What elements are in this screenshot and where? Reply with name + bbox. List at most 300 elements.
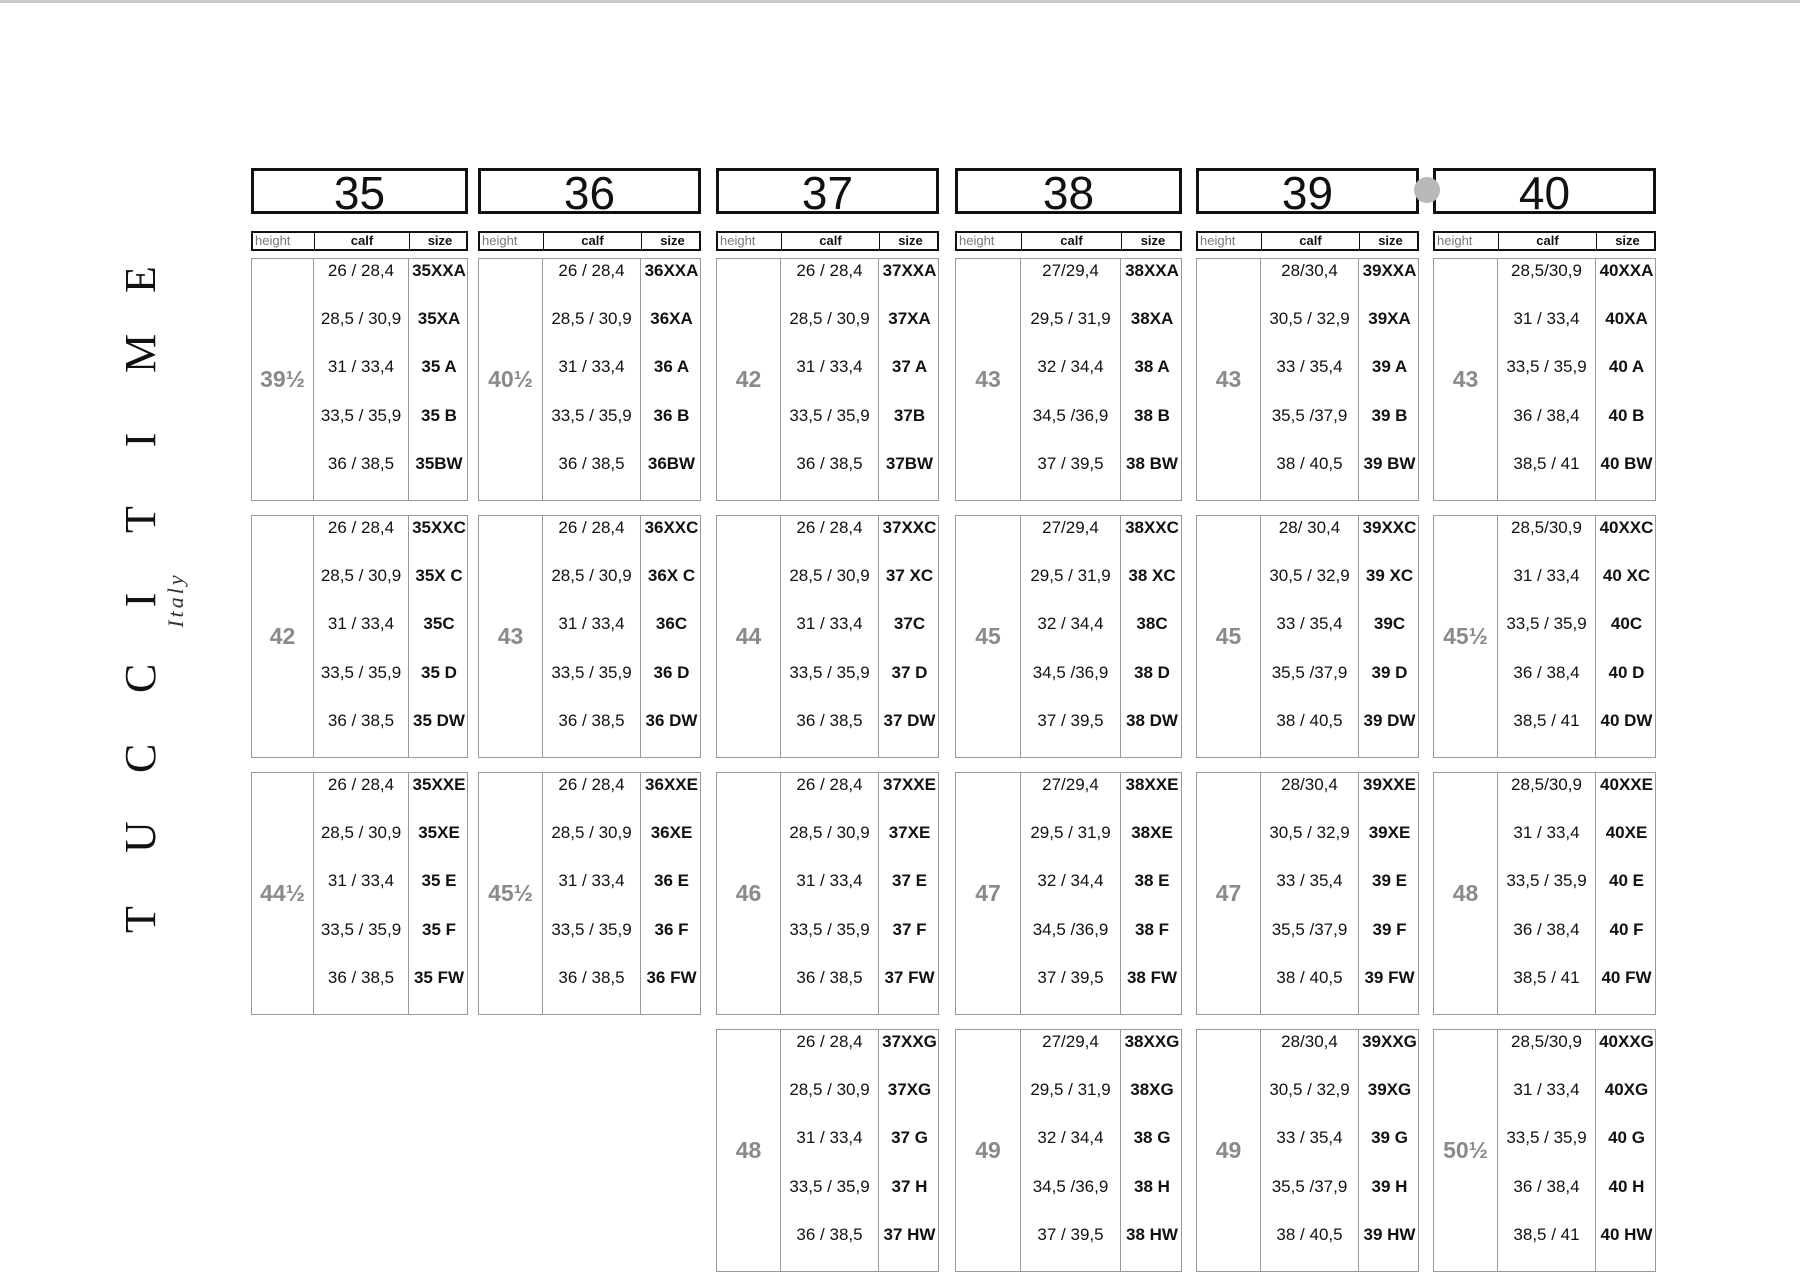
size-code: 38 XC	[1128, 566, 1176, 586]
size-code: 40XXE	[1600, 775, 1653, 794]
table-row	[781, 452, 940, 500]
calf-value: 28/30,4	[1261, 773, 1359, 821]
calf-value: 37 / 39,5	[1021, 966, 1121, 1014]
column-header	[251, 231, 468, 251]
table-row	[314, 404, 469, 452]
height-value: 47	[1197, 773, 1261, 1014]
size-code: 37XXC	[882, 518, 937, 537]
calf-value: 31 / 33,4	[781, 355, 879, 403]
header-calf-label: calf	[315, 233, 410, 249]
table-row	[1261, 307, 1420, 355]
brand-letter: T	[116, 906, 165, 933]
calf-value: 28,5 / 30,9	[781, 307, 879, 355]
calf-value: 34,5 /36,9	[1021, 918, 1121, 966]
size-code: 39 A	[1371, 357, 1408, 377]
size-column	[1433, 0, 1656, 1278]
size-code: 40 G	[1608, 1128, 1645, 1148]
calf-value: 26 / 28,4	[543, 259, 641, 307]
size-column	[251, 0, 468, 1278]
calf-value: 26 / 28,4	[543, 773, 641, 821]
table-row	[314, 355, 469, 403]
table-row	[543, 661, 702, 709]
calf-value: 36 / 38,5	[314, 452, 409, 500]
table-row	[543, 564, 702, 612]
size-code: 39 D	[1371, 662, 1408, 682]
table-row	[543, 516, 702, 564]
table-row	[781, 661, 940, 709]
table-row	[1498, 355, 1657, 403]
height-value: 46	[717, 773, 781, 1014]
size-code: 40 HW	[1600, 1224, 1653, 1244]
brand-letter: U	[116, 821, 165, 853]
size-code: 35 DW	[413, 710, 465, 730]
size-code: 40 B	[1608, 405, 1645, 425]
table-row	[1498, 259, 1657, 307]
calf-value: 28,5 / 30,9	[543, 821, 641, 869]
brand-letter: C	[116, 663, 165, 693]
header-size-label: size	[1140, 233, 1166, 248]
size-code: 39 HW	[1363, 1224, 1416, 1244]
table-row	[1021, 1175, 1183, 1223]
table-row	[781, 709, 940, 757]
table-row	[1261, 773, 1420, 821]
calf-value: 38 / 40,5	[1261, 966, 1359, 1014]
table-row	[781, 1126, 940, 1174]
table-row	[781, 1078, 940, 1126]
size-code: 39XG	[1367, 1080, 1412, 1100]
size-block	[1433, 258, 1656, 501]
size-code: 40XXG	[1599, 1032, 1654, 1051]
table-row	[1261, 1030, 1420, 1078]
size-code: 35BW	[415, 453, 463, 473]
size-code: 40 A	[1608, 357, 1645, 377]
table-row	[1021, 869, 1183, 917]
header-height-label: height	[1435, 233, 1499, 249]
size-block	[716, 1029, 939, 1272]
size-code: 39 H	[1371, 1176, 1408, 1196]
size-code: 35XXA	[412, 261, 466, 280]
table-row	[781, 516, 940, 564]
calf-value: 35,5 /37,9	[1261, 1175, 1359, 1223]
brand-subtitle: Italy	[163, 572, 188, 628]
table-row	[1021, 966, 1183, 1014]
size-block	[1196, 258, 1419, 501]
size-code: 38XA	[1130, 309, 1174, 329]
height-value: 42	[717, 259, 781, 500]
size-block	[716, 258, 939, 501]
size-code: 38 A	[1134, 357, 1170, 377]
size-code: 38C	[1136, 614, 1168, 634]
size-code: 40XE	[1605, 823, 1648, 843]
size-code: 36XXC	[644, 518, 699, 537]
table-row	[543, 966, 702, 1014]
calf-value: 28,5 / 30,9	[314, 821, 409, 869]
size-code: 37XXG	[882, 1032, 937, 1051]
size-code: 38 FW	[1126, 967, 1178, 987]
table-row	[1498, 773, 1657, 821]
table-row	[1021, 1078, 1183, 1126]
header-height-label: height	[718, 233, 782, 249]
size-code: 37XXA	[882, 261, 937, 280]
table-row	[781, 404, 940, 452]
size-code: 39 BW	[1363, 453, 1416, 473]
size-code: 35XE	[418, 823, 460, 843]
column-header	[716, 231, 939, 251]
calf-value: 26 / 28,4	[314, 516, 409, 564]
size-code: 36 F	[654, 919, 689, 939]
header-height-label: height	[480, 233, 544, 249]
size-code: 38 D	[1134, 662, 1170, 682]
size-code: 37XE	[888, 823, 931, 843]
calf-value: 27/29,4	[1021, 259, 1121, 307]
table-row	[1261, 404, 1420, 452]
size-code: 39 E	[1372, 871, 1407, 891]
calf-value: 33,5 / 35,9	[1498, 612, 1596, 660]
size-block	[478, 515, 701, 758]
header-size-label: size	[1615, 233, 1640, 248]
table-row	[1021, 564, 1183, 612]
calf-value: 33,5 / 35,9	[1498, 1126, 1596, 1174]
table-row	[314, 918, 469, 966]
size-code: 40 H	[1608, 1176, 1645, 1196]
header-calf-label: calf	[782, 233, 880, 249]
size-code: 36XA	[650, 309, 693, 329]
scroll-indicator-dot	[1414, 177, 1440, 203]
table-row	[543, 709, 702, 757]
size-code: 35 FW	[413, 967, 465, 987]
size-code: 39XA	[1368, 309, 1411, 329]
size-block	[955, 515, 1182, 758]
table-row	[1261, 966, 1420, 1014]
calf-value: 26 / 28,4	[781, 773, 879, 821]
size-block	[1433, 515, 1656, 758]
calf-value: 37 / 39,5	[1021, 1223, 1121, 1271]
size-code: 38 F	[1134, 919, 1170, 939]
calf-value: 28/30,4	[1261, 1030, 1359, 1078]
height-value: 49	[1197, 1030, 1261, 1271]
size-code: 37 H	[891, 1176, 928, 1196]
size-code: 38XXG	[1124, 1032, 1180, 1051]
calf-value: 30,5 / 32,9	[1261, 564, 1359, 612]
size-code: 39 XC	[1365, 566, 1414, 586]
calf-value: 36 / 38,4	[1498, 918, 1596, 966]
header-height-label: height	[957, 233, 1022, 249]
calf-value: 33,5 / 35,9	[314, 404, 409, 452]
size-title: 39	[1196, 168, 1419, 214]
calf-value: 32 / 34,4	[1021, 612, 1121, 660]
calf-value: 38 / 40,5	[1261, 709, 1359, 757]
calf-value: 28,5 / 30,9	[543, 307, 641, 355]
size-code: 37XG	[887, 1080, 932, 1100]
table-row	[781, 259, 940, 307]
size-code: 40C	[1610, 614, 1643, 634]
calf-value: 26 / 28,4	[314, 259, 409, 307]
table-row	[1498, 709, 1657, 757]
size-column	[716, 0, 939, 1278]
height-value: 44½	[252, 773, 314, 1014]
table-row	[1261, 1223, 1420, 1271]
size-code: 37C	[893, 614, 926, 634]
table-row	[781, 355, 940, 403]
size-code: 35XXC	[412, 518, 466, 537]
size-block	[955, 1029, 1182, 1272]
table-row	[1498, 1175, 1657, 1223]
header-size-label: size	[1378, 233, 1403, 248]
table-row	[1021, 1223, 1183, 1271]
brand-letter: T	[116, 506, 165, 533]
table-row	[781, 1223, 940, 1271]
table-row	[1498, 516, 1657, 564]
calf-value: 33,5 / 35,9	[543, 661, 641, 709]
table-row	[1261, 564, 1420, 612]
table-row	[1261, 259, 1420, 307]
calf-value: 36 / 38,4	[1498, 404, 1596, 452]
calf-value: 28/ 30,4	[1261, 516, 1359, 564]
table-row	[781, 612, 940, 660]
table-row	[781, 821, 940, 869]
table-row	[1021, 773, 1183, 821]
calf-value: 36 / 38,5	[314, 966, 409, 1014]
size-block	[1433, 1029, 1656, 1272]
table-row	[314, 821, 469, 869]
size-code: 38XXC	[1125, 518, 1179, 537]
size-block	[478, 258, 701, 501]
size-code: 35XA	[417, 309, 461, 329]
calf-value: 27/29,4	[1021, 516, 1121, 564]
calf-value: 36 / 38,5	[781, 1223, 879, 1271]
size-code: 39XXC	[1362, 518, 1417, 537]
size-code: 36 E	[654, 871, 689, 891]
size-code: 37 G	[891, 1128, 928, 1148]
table-row	[1021, 404, 1183, 452]
table-row	[314, 564, 469, 612]
table-row	[543, 821, 702, 869]
calf-value: 37 / 39,5	[1021, 452, 1121, 500]
size-code: 39 G	[1371, 1128, 1408, 1148]
size-code: 38XXE	[1125, 775, 1179, 794]
calf-value: 31 / 33,4	[314, 869, 409, 917]
height-value: 43	[479, 516, 543, 757]
table-row	[543, 307, 702, 355]
table-row	[1498, 821, 1657, 869]
calf-value: 31 / 33,4	[1498, 564, 1596, 612]
calf-value: 26 / 28,4	[781, 259, 879, 307]
table-row	[1021, 355, 1183, 403]
table-row	[1498, 1078, 1657, 1126]
table-row	[314, 516, 469, 564]
calf-value: 33,5 / 35,9	[781, 661, 879, 709]
calf-value: 33,5 / 35,9	[314, 918, 409, 966]
table-row	[1261, 661, 1420, 709]
calf-value: 28,5/30,9	[1498, 516, 1596, 564]
calf-value: 29,5 / 31,9	[1021, 564, 1121, 612]
calf-value: 26 / 28,4	[781, 1030, 879, 1078]
calf-value: 31 / 33,4	[781, 1126, 879, 1174]
calf-value: 31 / 33,4	[1498, 307, 1596, 355]
size-column	[955, 0, 1182, 1278]
calf-value: 34,5 /36,9	[1021, 661, 1121, 709]
height-value: 45	[956, 516, 1021, 757]
table-row	[1261, 1078, 1420, 1126]
size-code: 35 A	[421, 357, 457, 377]
table-row	[1498, 1030, 1657, 1078]
table-row	[1021, 612, 1183, 660]
calf-value: 32 / 34,4	[1021, 1126, 1121, 1174]
table-row	[1261, 821, 1420, 869]
size-code: 36 FW	[646, 967, 697, 987]
size-code: 36 D	[653, 662, 690, 682]
size-code: 39XXE	[1363, 775, 1416, 794]
table-row	[781, 564, 940, 612]
calf-value: 33 / 35,4	[1261, 1126, 1359, 1174]
calf-value: 33,5 / 35,9	[1498, 355, 1596, 403]
calf-value: 28,5 / 30,9	[781, 1078, 879, 1126]
size-block	[1196, 515, 1419, 758]
size-column	[1196, 0, 1419, 1278]
size-code: 40 F	[1609, 919, 1644, 939]
brand-letter: C	[116, 743, 165, 773]
size-title: 35	[251, 168, 468, 214]
calf-value: 38 / 40,5	[1261, 1223, 1359, 1271]
size-code: 40 XC	[1602, 566, 1651, 586]
size-code: 38 BW	[1126, 453, 1178, 473]
calf-value: 35,5 /37,9	[1261, 661, 1359, 709]
height-value: 42	[252, 516, 314, 757]
calf-value: 30,5 / 32,9	[1261, 1078, 1359, 1126]
calf-value: 33 / 35,4	[1261, 869, 1359, 917]
size-code: 38 B	[1134, 405, 1170, 425]
size-code: 39 DW	[1363, 710, 1416, 730]
size-code: 39 FW	[1364, 967, 1415, 987]
table-row	[1021, 516, 1183, 564]
size-code: 36XE	[650, 823, 693, 843]
calf-value: 28,5 / 30,9	[314, 564, 409, 612]
calf-value: 29,5 / 31,9	[1021, 1078, 1121, 1126]
calf-value: 33,5 / 35,9	[543, 404, 641, 452]
size-code: 36BW	[647, 453, 696, 473]
size-code: 36C	[655, 614, 688, 634]
size-code: 36 B	[653, 405, 690, 425]
table-row	[1021, 821, 1183, 869]
table-row	[314, 661, 469, 709]
calf-value: 36 / 38,5	[543, 452, 641, 500]
calf-value: 31 / 33,4	[1498, 1078, 1596, 1126]
calf-value: 38,5 / 41	[1498, 452, 1596, 500]
size-code: 36 A	[653, 357, 690, 377]
height-value: 45½	[1434, 516, 1498, 757]
table-row	[543, 355, 702, 403]
calf-value: 35,5 /37,9	[1261, 918, 1359, 966]
table-row	[781, 1175, 940, 1223]
height-value: 45	[1197, 516, 1261, 757]
size-code: 37 D	[891, 662, 928, 682]
calf-value: 32 / 34,4	[1021, 869, 1121, 917]
size-code: 37 F	[892, 919, 927, 939]
size-code: 35 E	[421, 871, 457, 891]
size-code: 37B	[893, 405, 926, 425]
size-code: 40 DW	[1600, 710, 1653, 730]
size-code: 35X C	[415, 566, 463, 586]
header-size-label: size	[427, 233, 453, 248]
table-row	[543, 869, 702, 917]
calf-value: 38,5 / 41	[1498, 709, 1596, 757]
table-row	[1498, 918, 1657, 966]
calf-value: 34,5 /36,9	[1021, 1175, 1121, 1223]
size-code: 39XE	[1368, 823, 1411, 843]
size-block	[955, 772, 1182, 1015]
calf-value: 29,5 / 31,9	[1021, 821, 1121, 869]
calf-value: 31 / 33,4	[781, 612, 879, 660]
calf-value: 33,5 / 35,9	[781, 1175, 879, 1223]
size-code: 37XA	[888, 309, 931, 329]
size-code: 40XG	[1604, 1080, 1649, 1100]
size-code: 37XXE	[883, 775, 936, 794]
table-row	[1498, 564, 1657, 612]
size-code: 39XXG	[1362, 1032, 1417, 1051]
header-height-label: height	[253, 233, 315, 249]
calf-value: 36 / 38,5	[543, 966, 641, 1014]
table-row	[543, 918, 702, 966]
table-row	[314, 452, 469, 500]
calf-value: 38,5 / 41	[1498, 1223, 1596, 1271]
size-block	[1433, 772, 1656, 1015]
table-row	[314, 612, 469, 660]
size-code: 38 HW	[1126, 1224, 1178, 1244]
calf-value: 33 / 35,4	[1261, 355, 1359, 403]
size-code: 40 E	[1609, 871, 1644, 891]
header-calf-label: calf	[1499, 233, 1597, 249]
calf-value: 28,5/30,9	[1498, 259, 1596, 307]
size-code: 38XXA	[1125, 261, 1179, 280]
calf-value: 26 / 28,4	[543, 516, 641, 564]
size-code: 36 DW	[645, 710, 698, 730]
size-code: 35 D	[421, 662, 457, 682]
table-row	[781, 1030, 940, 1078]
calf-value: 28,5/30,9	[1498, 1030, 1596, 1078]
column-header	[1196, 231, 1419, 251]
calf-value: 31 / 33,4	[543, 869, 641, 917]
height-value: 45½	[479, 773, 543, 1014]
height-value: 43	[956, 259, 1021, 500]
calf-value: 26 / 28,4	[781, 516, 879, 564]
table-row	[314, 869, 469, 917]
size-block	[1196, 772, 1419, 1015]
height-value: 48	[1434, 773, 1498, 1014]
calf-value: 28,5 / 30,9	[781, 564, 879, 612]
size-code: 36XXE	[645, 775, 698, 794]
table-row	[1498, 1223, 1657, 1271]
size-block	[478, 772, 701, 1015]
table-row	[781, 869, 940, 917]
calf-value: 33,5 / 35,9	[1498, 869, 1596, 917]
size-code: 40XA	[1605, 309, 1648, 329]
calf-value: 26 / 28,4	[314, 773, 409, 821]
table-row	[314, 773, 469, 821]
calf-value: 31 / 33,4	[781, 869, 879, 917]
calf-value: 33,5 / 35,9	[781, 918, 879, 966]
column-header	[1433, 231, 1656, 251]
size-block	[251, 258, 468, 501]
table-row	[543, 773, 702, 821]
calf-value: 36 / 38,4	[1498, 1175, 1596, 1223]
table-row	[1021, 661, 1183, 709]
header-calf-label: calf	[1262, 233, 1360, 249]
calf-value: 36 / 38,5	[543, 709, 641, 757]
size-code: 36X C	[647, 566, 696, 586]
calf-value: 31 / 33,4	[543, 612, 641, 660]
size-block	[251, 772, 468, 1015]
size-block	[955, 258, 1182, 501]
